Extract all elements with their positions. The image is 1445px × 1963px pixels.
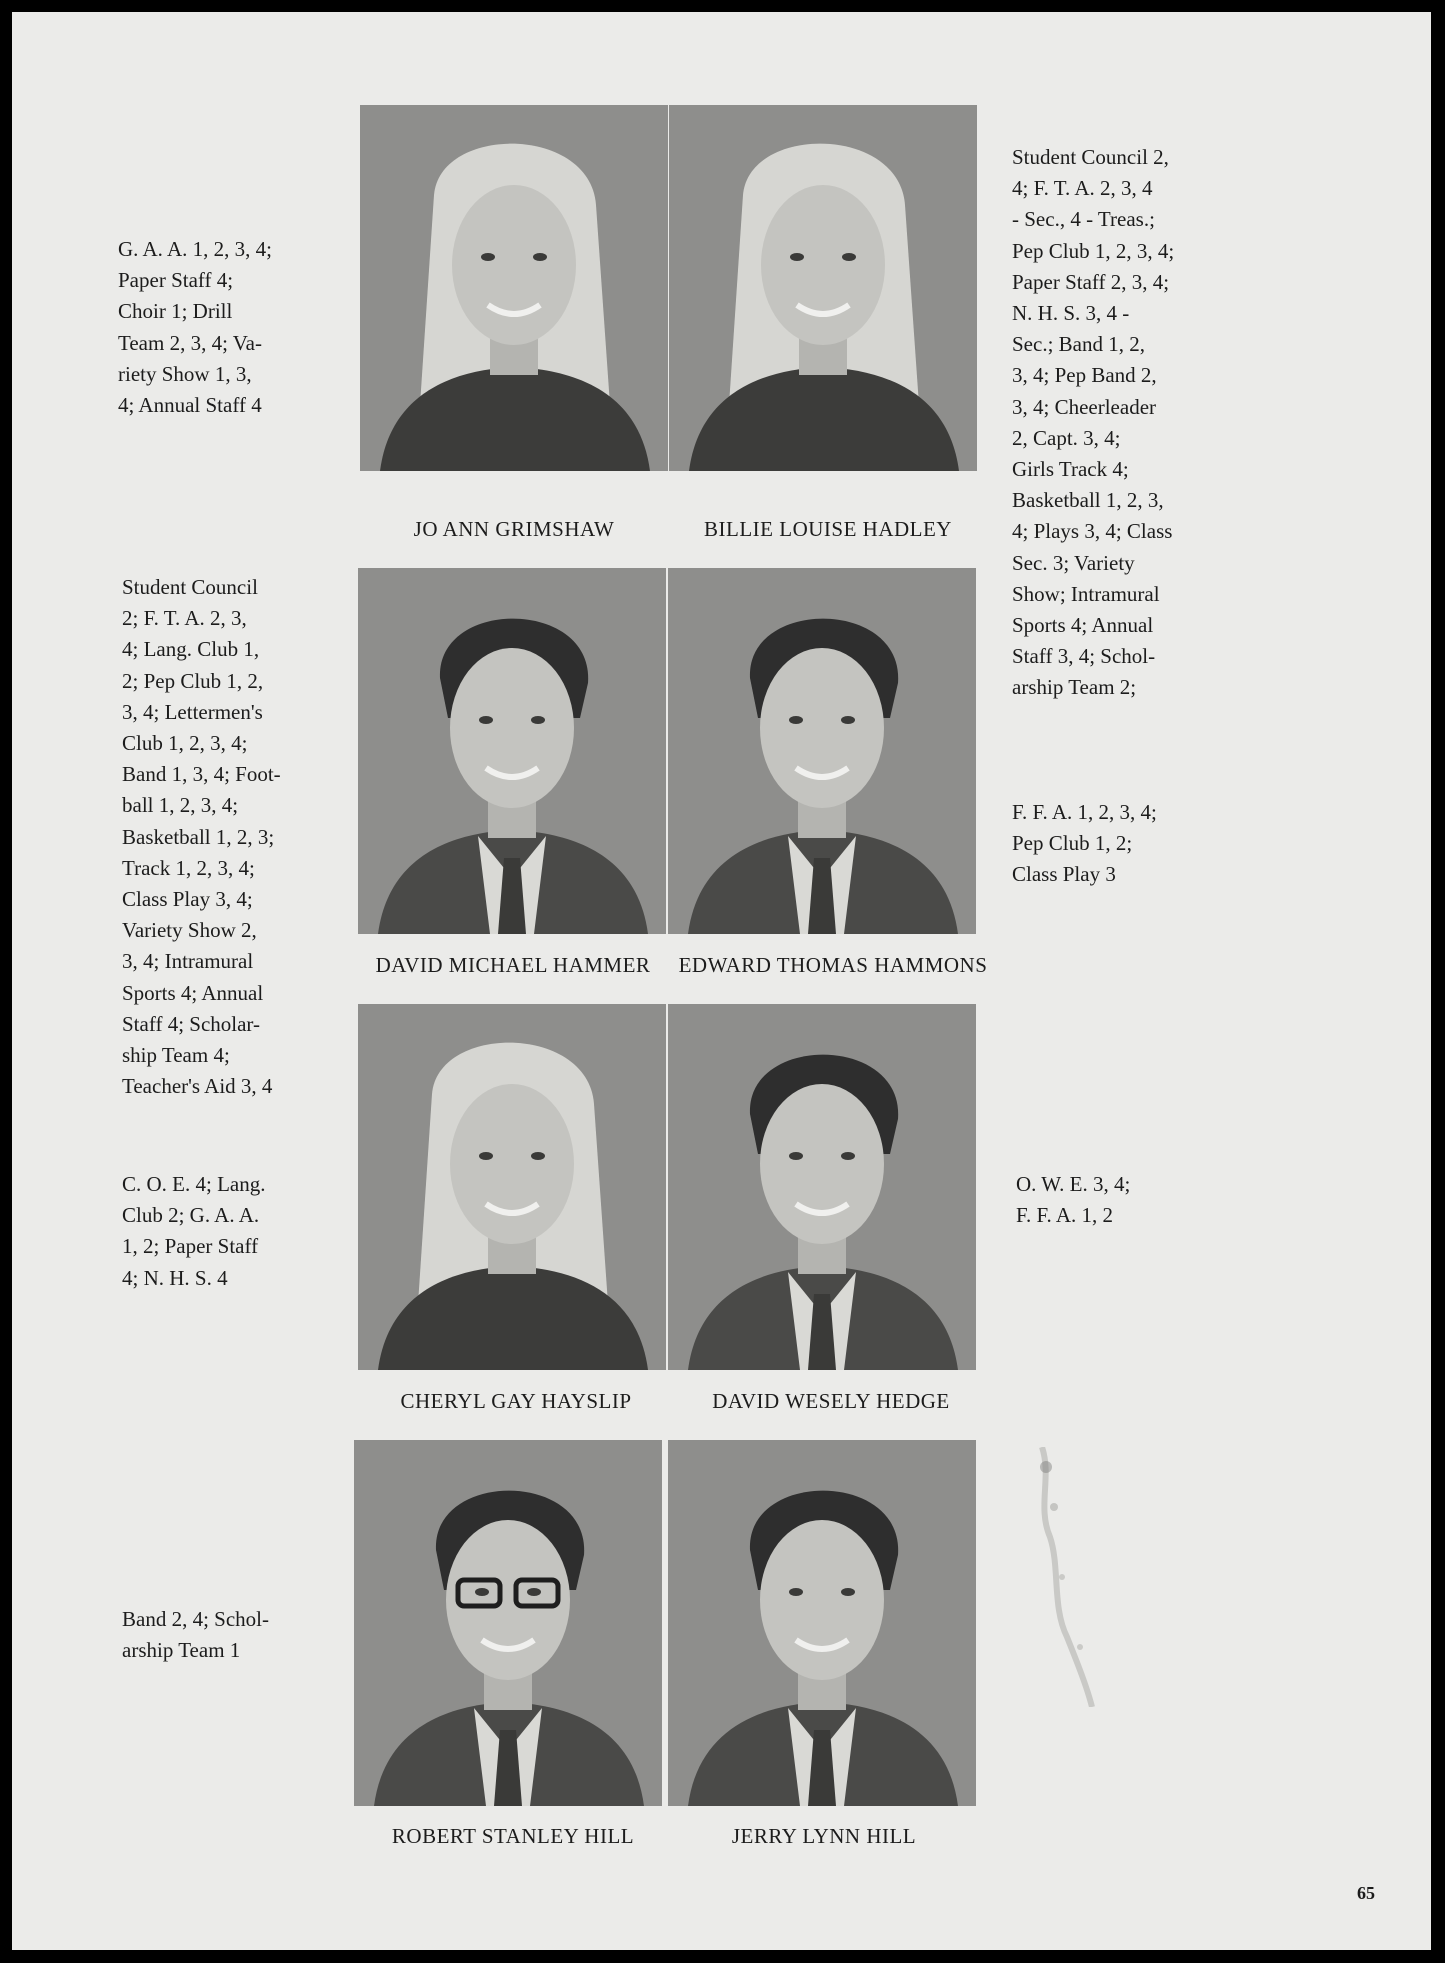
activities-hammons (1012, 797, 1157, 891)
activity-line: C. O. E. 4; Lang. (122, 1172, 266, 1196)
activity-line: Basketball 1, 2, 3; (122, 824, 275, 849)
activity-line: Paper Staff 2, 3, 4; (1012, 269, 1170, 294)
activity-line: Girls Track 4; (1012, 457, 1129, 482)
portrait-photo (358, 1004, 666, 1370)
activity-line: G. A. A. 1, 2, 3, 4; (118, 237, 273, 261)
portrait-photo (669, 105, 977, 471)
activity-line: 1, 2; Paper Staff (122, 1234, 259, 1259)
portrait-silhouette (358, 568, 666, 934)
activity-line: Staff 3, 4; Schol- (1012, 644, 1156, 669)
activity-line: Sports 4; Annual (122, 980, 264, 1005)
activity-line: Class Play 3, 4; (122, 887, 253, 912)
activity-line: Club 1, 2, 3, 4; (122, 731, 248, 756)
activity-line: Sec.; Band 1, 2, (1012, 332, 1145, 357)
activities-robert-hill (122, 1604, 269, 1666)
portrait-silhouette (669, 105, 977, 471)
activity-line: 4; Annual Staff 4 (118, 393, 262, 418)
portrait-photo (668, 1440, 976, 1806)
activity-line: riety Show 1, 3, (118, 361, 252, 386)
activity-line: F. F. A. 1, 2 (1016, 1203, 1114, 1228)
activity-line: 2; F. T. A. 2, 3, (122, 606, 247, 631)
activity-line: 4; N. H. S. 4 (122, 1265, 228, 1290)
activity-line: arship Team 1 (122, 1638, 241, 1663)
portrait-photo (354, 1440, 662, 1806)
activity-line: Club 2; G. A. A. (122, 1203, 260, 1228)
activity-line: 4; F. T. A. 2, 3, 4 (1012, 176, 1153, 201)
activity-line: 3, 4; Cheerleader (1012, 394, 1157, 419)
activity-line: Band 2, 4; Schol- (122, 1607, 269, 1631)
activity-line: 2, Capt. 3, 4; (1012, 425, 1121, 450)
activity-line: Show; Intramural (1012, 581, 1160, 606)
activity-line: O. W. E. 3, 4; (1016, 1172, 1131, 1196)
activities-hedge (1016, 1169, 1130, 1231)
activity-line: 3, 4; Pep Band 2, (1012, 363, 1157, 388)
activity-line: Student Council (122, 575, 258, 599)
activity-line: ship Team 4; (122, 1043, 230, 1068)
activity-line: Teacher's Aid 3, 4 (122, 1074, 273, 1099)
activity-line: 3, 4; Lettermen's (122, 699, 263, 724)
student-name: BILLIE LOUISE HADLEY (704, 517, 952, 541)
activity-line: 3, 4; Intramural (122, 949, 254, 974)
activity-line: Variety Show 2, (122, 918, 257, 943)
portrait-silhouette (358, 1004, 666, 1370)
portrait-photo (668, 1004, 976, 1370)
activities-hadley (1012, 142, 1174, 704)
activity-line: Team 2, 3, 4; Va- (118, 330, 262, 355)
portrait-photo (360, 105, 668, 471)
activity-line: F. F. A. 1, 2, 3, 4; (1012, 800, 1157, 824)
activity-line: Choir 1; Drill (118, 299, 233, 324)
activity-line: Pep Club 1, 2, 3, 4; (1012, 238, 1175, 263)
portrait-silhouette (354, 1440, 662, 1806)
student-name: DAVID MICHAEL HAMMER (375, 953, 651, 977)
activity-line: Paper Staff 4; (118, 268, 234, 293)
ink-smudge (1032, 1447, 1102, 1707)
student-name: DAVID WESELY HEDGE (712, 1389, 950, 1413)
activity-line: - Sec., 4 - Treas.; (1012, 207, 1155, 232)
activity-line: Pep Club 1, 2; (1012, 831, 1133, 856)
page-number: 65 (1357, 1883, 1375, 1903)
activities-grimshaw (118, 234, 272, 421)
portrait-silhouette (668, 1004, 976, 1370)
activity-line: Sec. 3; Variety (1012, 550, 1135, 575)
activity-line: Student Council 2, (1012, 145, 1169, 169)
activity-line: Class Play 3 (1012, 862, 1116, 887)
activity-line: ball 1, 2, 3, 4; (122, 793, 239, 818)
student-name: EDWARD THOMAS HAMMONS (678, 953, 988, 977)
student-name: CHERYL GAY HAYSLIP (400, 1389, 632, 1413)
activities-hammer (122, 572, 281, 1102)
activity-line: 4; Lang. Club 1, (122, 637, 260, 662)
activity-line: N. H. S. 3, 4 - (1012, 301, 1130, 326)
portrait-silhouette (668, 1440, 976, 1806)
student-name: JO ANN GRIMSHAW (413, 517, 615, 541)
activity-line: Band 1, 3, 4; Foot- (122, 762, 281, 787)
portrait-photo (668, 568, 976, 934)
student-name: JERRY LYNN HILL (731, 1824, 917, 1848)
activity-line: 4; Plays 3, 4; Class (1012, 519, 1173, 544)
activity-line: 2; Pep Club 1, 2, (122, 668, 264, 693)
activity-line: Track 1, 2, 3, 4; (122, 855, 255, 880)
portrait-silhouette (360, 105, 668, 471)
activity-line: Staff 4; Scholar- (122, 1011, 260, 1036)
portrait-photo (358, 568, 666, 934)
activity-line: Sports 4; Annual (1012, 613, 1154, 638)
portrait-silhouette (668, 568, 976, 934)
activity-line: arship Team 2; (1012, 675, 1137, 700)
yearbook-page (12, 12, 1431, 1950)
activities-hayslip (122, 1169, 265, 1294)
activity-line: Basketball 1, 2, 3, (1012, 488, 1164, 513)
student-name: ROBERT STANLEY HILL (391, 1824, 635, 1848)
